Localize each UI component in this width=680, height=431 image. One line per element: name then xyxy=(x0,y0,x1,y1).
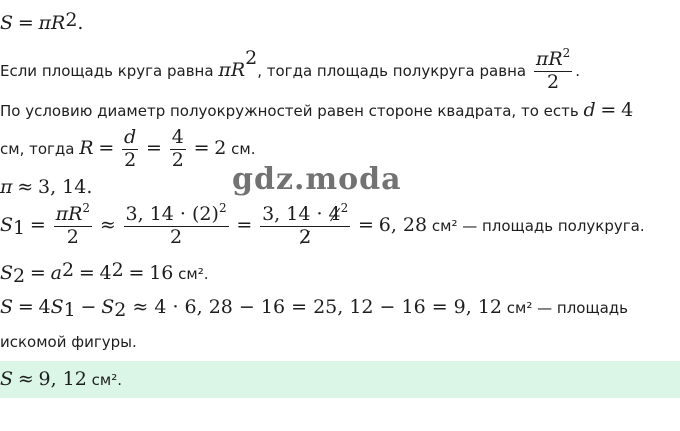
exponent: 2 xyxy=(61,259,75,281)
text: По условию диаметр полуокружностей равен стороне квадрата, то есть xyxy=(0,102,584,120)
var-r: R xyxy=(68,203,83,225)
var-s: S xyxy=(0,213,14,236)
approx-sign: ≈ xyxy=(17,176,34,198)
exponent: 2 xyxy=(82,201,91,215)
subscript: 2 xyxy=(114,299,127,321)
pi-symbol: π xyxy=(218,58,231,81)
fraction xyxy=(260,201,350,248)
formula-area-circle xyxy=(0,9,84,34)
var-s: S xyxy=(0,368,14,390)
numerator: 3, 14 · xyxy=(262,203,329,225)
text-figure xyxy=(0,333,137,351)
value: 3, 14. xyxy=(37,176,93,198)
numerator: 3, 14 · (2) xyxy=(125,203,219,225)
answer-line xyxy=(0,368,122,390)
equals-sign: = xyxy=(600,99,617,121)
var-r: R xyxy=(230,58,246,81)
period: . xyxy=(575,61,581,80)
var-a: a xyxy=(50,262,62,284)
exponent: 2 xyxy=(218,201,227,215)
fraction xyxy=(534,46,572,93)
unit-text: см² — площадь xyxy=(502,299,629,317)
approx-sign: ≈ xyxy=(99,213,116,236)
text: , тогда площадь полукруга равна xyxy=(257,61,531,80)
text: см, тогда xyxy=(0,139,80,158)
pi-symbol: π xyxy=(0,176,13,198)
equals-sign: = xyxy=(17,12,34,34)
value: 4 xyxy=(99,262,112,284)
minus-sign: − xyxy=(80,296,97,318)
exponent: 2 xyxy=(111,259,124,281)
value: 2 xyxy=(214,136,227,159)
pi-symbol: π xyxy=(38,12,52,34)
equals-sign: = xyxy=(236,213,253,236)
equals-sign: = xyxy=(17,296,34,318)
watermark-logo: gdz.moda xyxy=(232,162,402,197)
exponent: 2 xyxy=(340,201,349,215)
numerator: 4 xyxy=(171,126,184,148)
formula-s1 xyxy=(0,201,645,248)
unit: см². xyxy=(86,371,122,389)
approx-sign: ≈ xyxy=(17,368,34,390)
numerator: d xyxy=(124,126,137,148)
formula-pi-approx xyxy=(0,176,92,198)
formula-s2 xyxy=(0,259,209,287)
var-s: S xyxy=(0,262,14,284)
value: 4 xyxy=(38,296,51,318)
denominator: 2 xyxy=(547,70,560,93)
unit: см². xyxy=(173,265,209,283)
text-diameter xyxy=(0,99,633,121)
var-d: d xyxy=(583,99,596,121)
cancelled-digit: 4 xyxy=(328,203,341,225)
text: искомой фигуры. xyxy=(0,333,137,351)
formula-total xyxy=(0,296,629,321)
formula-radius xyxy=(0,128,255,171)
pi-symbol: π xyxy=(535,48,549,70)
exponent: 2 xyxy=(245,47,258,69)
fraction xyxy=(54,201,92,248)
subscript: 1 xyxy=(13,216,26,239)
denominator: 2 xyxy=(66,225,79,248)
equals-sign: = xyxy=(128,262,145,284)
fraction xyxy=(122,128,138,171)
unit: см. xyxy=(226,139,256,158)
equals-sign: = xyxy=(193,136,210,159)
equals-sign: = xyxy=(98,136,115,159)
denominator: 2 xyxy=(170,225,183,248)
var-s: S xyxy=(0,296,14,318)
exponent: 2 xyxy=(65,9,78,31)
fraction xyxy=(170,128,186,171)
var-r: R xyxy=(79,136,94,159)
var-s: S xyxy=(101,296,115,318)
denominator: 2 xyxy=(171,148,184,171)
value: 16 xyxy=(149,262,174,284)
pi-symbol: π xyxy=(55,203,69,225)
text-semicircle-area xyxy=(0,46,581,93)
result-value: 6, 28 xyxy=(378,213,428,236)
value: 4 xyxy=(621,99,634,121)
subscript: 1 xyxy=(63,299,76,321)
text: Если площадь круга равна xyxy=(0,61,219,80)
var-r: R xyxy=(51,12,66,34)
equals-sign: = xyxy=(29,213,46,236)
exponent: 2 xyxy=(562,46,571,60)
calculation: ≈ 4 · 6, 28 − 16 = 25, 12 − 16 = 9, 12 xyxy=(126,296,503,318)
cancelled-denominator: 2 xyxy=(299,225,312,248)
equals-sign: = xyxy=(78,262,95,284)
var-s: S xyxy=(0,12,14,34)
answer-value: 9, 12 xyxy=(38,368,87,390)
subscript: 2 xyxy=(13,265,26,287)
period: . xyxy=(77,12,84,34)
var-s: S xyxy=(50,296,64,318)
var-r: R xyxy=(548,48,563,70)
equals-sign: = xyxy=(358,213,374,236)
equals-sign: = xyxy=(145,136,162,159)
denominator: 2 xyxy=(124,148,137,171)
unit-text: см² — площадь полукруга. xyxy=(427,216,645,235)
fraction xyxy=(124,201,229,248)
equals-sign: = xyxy=(29,262,46,284)
